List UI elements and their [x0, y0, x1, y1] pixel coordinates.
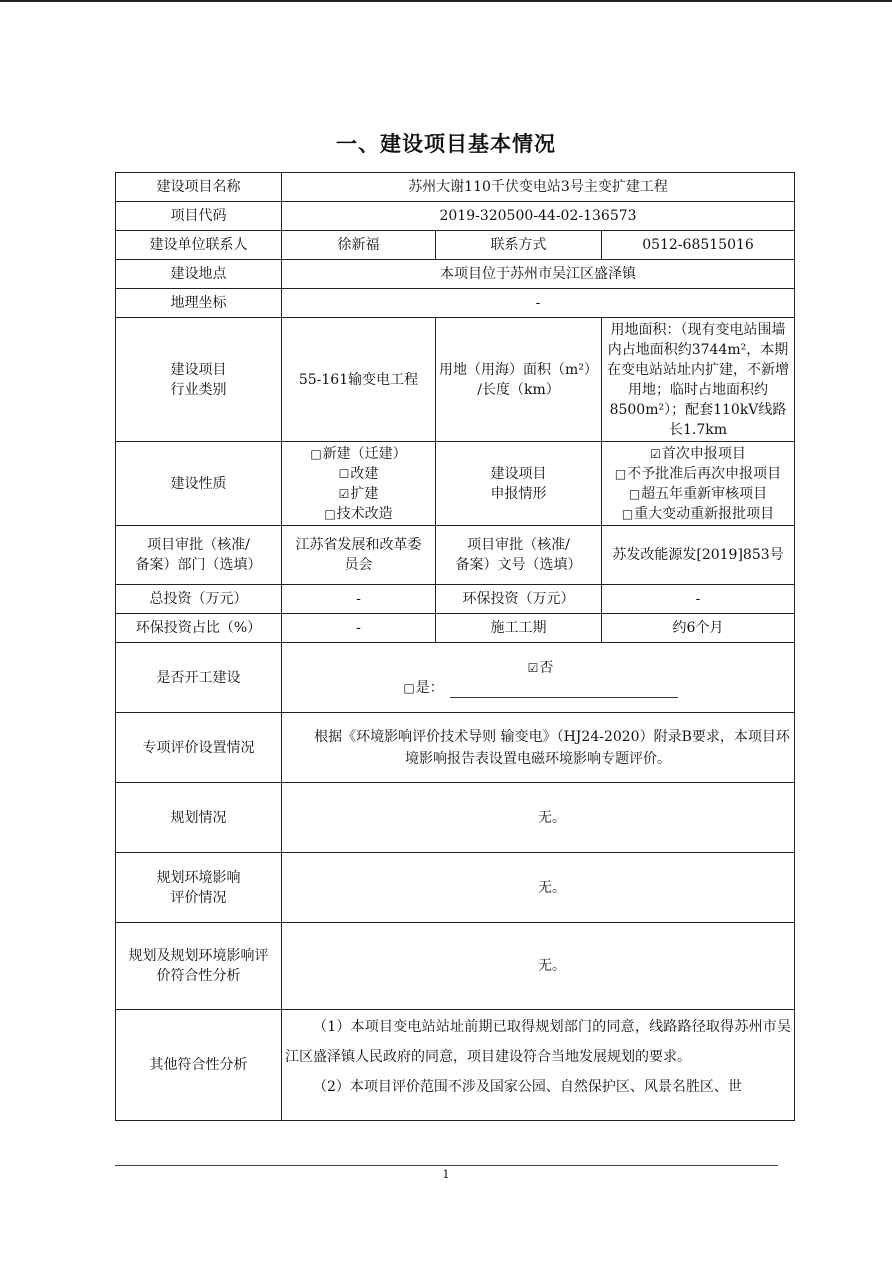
row-contact	[116, 231, 795, 260]
period-label: 施工工期	[436, 614, 602, 643]
row-approval	[116, 526, 795, 585]
invest-label: 总投资（万元）	[116, 585, 282, 614]
started-option-yes[interactable]	[290, 678, 791, 698]
row-other	[116, 1010, 795, 1121]
other-paragraph-1: （1）本项目变电站站址前期已取得规划部门的同意，线路路径取得苏州市吴江区盛泽镇人民政府的同意，项目建设符合当地发展规划的要求。	[285, 1019, 792, 1065]
contact-value: 徐新福	[282, 231, 436, 260]
other-paragraph-2: （2）本项目评价范围不涉及国家公园、自然保护区、风景名胜区、世	[313, 1079, 742, 1095]
row-location	[116, 260, 795, 289]
declare-option[interactable]	[605, 484, 791, 504]
industry-label	[116, 318, 282, 442]
started-options	[282, 643, 795, 713]
declare-label-line-1: 建设项目	[490, 465, 547, 482]
started-label: 是否开工建设	[116, 643, 282, 713]
page-top-border	[0, 0, 892, 2]
nature-label: 建设性质	[116, 442, 282, 526]
industry-value: 55-161输变电工程	[282, 318, 436, 442]
row-plan-env	[116, 853, 795, 923]
nature-option-label: 新建（迁建）	[322, 445, 407, 462]
page-title: 一、建设项目基本情况	[336, 132, 556, 156]
plan-env-label	[116, 853, 282, 923]
row-project-code	[116, 202, 795, 231]
checkbox-icon: □	[324, 506, 336, 521]
nature-option[interactable]	[285, 484, 432, 504]
area-label-line-2: /长度（km）	[477, 381, 560, 398]
approval-dept-label-line-2: 备案）部门（选填）	[135, 557, 262, 573]
approval-no-value: 苏发改能源发[2019]853号	[602, 526, 795, 585]
checkbox-icon: □	[310, 446, 322, 461]
started-yes-label: 是：	[415, 679, 444, 696]
declare-label-line-2: 申报情形	[490, 485, 547, 502]
declare-option-label: 超五年重新审核项目	[641, 485, 768, 502]
invest-value: -	[282, 585, 436, 614]
plan-comp-value: 无。	[282, 923, 795, 1010]
checkbox-icon: □	[621, 506, 634, 521]
checkbox-checked-icon: ☑	[338, 486, 350, 501]
plan-comp-label	[116, 923, 282, 1010]
checkbox-icon: □	[628, 486, 641, 501]
nature-option-label: 改建	[350, 465, 379, 482]
declare-option-label: 重大变动重新报批项目	[634, 505, 775, 522]
nature-option[interactable]	[285, 464, 432, 484]
checkbox-icon: ☐	[338, 466, 350, 481]
special-value: 根据《环境影响评价技术导则 输变电》（HJ24-2020）附录B要求，本项目环境影响报告表设置电磁环境影响专题评价。	[282, 713, 795, 783]
checkbox-icon: □	[614, 466, 627, 481]
approval-dept-value-line-2: 员会	[344, 557, 373, 573]
project-code-value: 2019-320500-44-02-136573	[282, 202, 795, 231]
row-special	[116, 713, 795, 783]
checkbox-checked-icon: ☑	[527, 660, 539, 675]
row-plan	[116, 783, 795, 853]
plan-comp-label-line-1: 规划及规划环境影响评	[128, 948, 269, 964]
location-value: 本项目位于苏州市吴江区盛泽镇	[282, 260, 795, 289]
footer-rule	[115, 1165, 778, 1166]
approval-dept-value-line-1: 江苏省发展和改革委	[295, 537, 422, 553]
env-ratio-label: 环保投资占比（%）	[116, 614, 282, 643]
period-value: 约6个月	[602, 614, 795, 643]
page-number: 1	[442, 1168, 450, 1181]
env-invest-value: -	[602, 585, 795, 614]
row-invest	[116, 585, 795, 614]
started-option-no[interactable]	[290, 658, 791, 678]
phone-label: 联系方式	[436, 231, 602, 260]
row-industry	[116, 318, 795, 442]
project-info-table	[115, 172, 795, 1121]
other-label: 其他符合性分析	[116, 1010, 282, 1121]
approval-dept-value	[282, 526, 436, 585]
nature-option[interactable]	[285, 444, 432, 464]
project-code-label: 项目代码	[116, 202, 282, 231]
contact-label: 建设单位联系人	[116, 231, 282, 260]
row-geo	[116, 289, 795, 318]
checkbox-checked-icon: ☑	[650, 446, 661, 461]
env-invest-label: 环保投资（万元）	[436, 585, 602, 614]
nature-option[interactable]	[285, 504, 432, 524]
geo-value: -	[282, 289, 795, 318]
env-ratio-value: -	[282, 614, 436, 643]
special-label: 专项评价设置情况	[116, 713, 282, 783]
area-label	[436, 318, 602, 442]
row-nature	[116, 442, 795, 526]
started-yes-blank-line	[450, 683, 678, 698]
checkbox-icon: □	[403, 680, 415, 695]
started-no-label: 否	[539, 659, 554, 676]
geo-label: 地理坐标	[116, 289, 282, 318]
declare-option[interactable]	[605, 464, 791, 484]
project-name-value: 苏州大谢110千伏变电站3号主变扩建工程	[282, 173, 795, 202]
approval-no-label-line-1: 项目审批（核准/	[467, 537, 570, 553]
plan-label: 规划情况	[116, 783, 282, 853]
area-label-line-1: 用地（用海）面积（m²）	[439, 361, 598, 378]
declare-option-label: 不予批准后再次申报项目	[627, 465, 782, 482]
approval-no-label	[436, 526, 602, 585]
phone-value: 0512-68515016	[602, 231, 795, 260]
nature-option-label: 技术改造	[336, 505, 393, 522]
row-env-ratio	[116, 614, 795, 643]
location-label: 建设地点	[116, 260, 282, 289]
approval-dept-label	[116, 526, 282, 585]
other-value	[282, 1010, 795, 1121]
declare-option[interactable]	[605, 444, 791, 464]
project-name-label: 建设项目名称	[116, 173, 282, 202]
plan-comp-label-line-2: 价符合性分析	[156, 968, 241, 984]
plan-env-label-line-1: 规划环境影响	[156, 869, 241, 886]
nature-option-label: 扩建	[350, 485, 379, 502]
row-project-name	[116, 173, 795, 202]
plan-env-label-line-2: 评价情况	[170, 889, 227, 906]
declare-label	[436, 442, 602, 526]
plan-value: 无。	[282, 783, 795, 853]
nature-options	[282, 442, 436, 526]
plan-env-value: 无。	[282, 853, 795, 923]
declare-options	[602, 442, 795, 526]
industry-label-line-2: 行业类别	[170, 381, 227, 398]
row-plan-comp	[116, 923, 795, 1010]
industry-label-line-1: 建设项目	[170, 361, 227, 378]
declare-option[interactable]	[605, 504, 791, 524]
declare-option-label: 首次申报项目	[661, 445, 746, 462]
area-value: 用地面积：（现有变电站围墙内占地面积约3744m²，本期在变电站站址内扩建，不新增用地；临时占地面积约8500m²）；配套110kV线路长1.7km	[602, 318, 795, 442]
approval-dept-label-line-1: 项目审批（核准/	[147, 537, 250, 553]
row-started	[116, 643, 795, 713]
approval-no-label-line-2: 备案）文号（选填）	[455, 557, 582, 573]
